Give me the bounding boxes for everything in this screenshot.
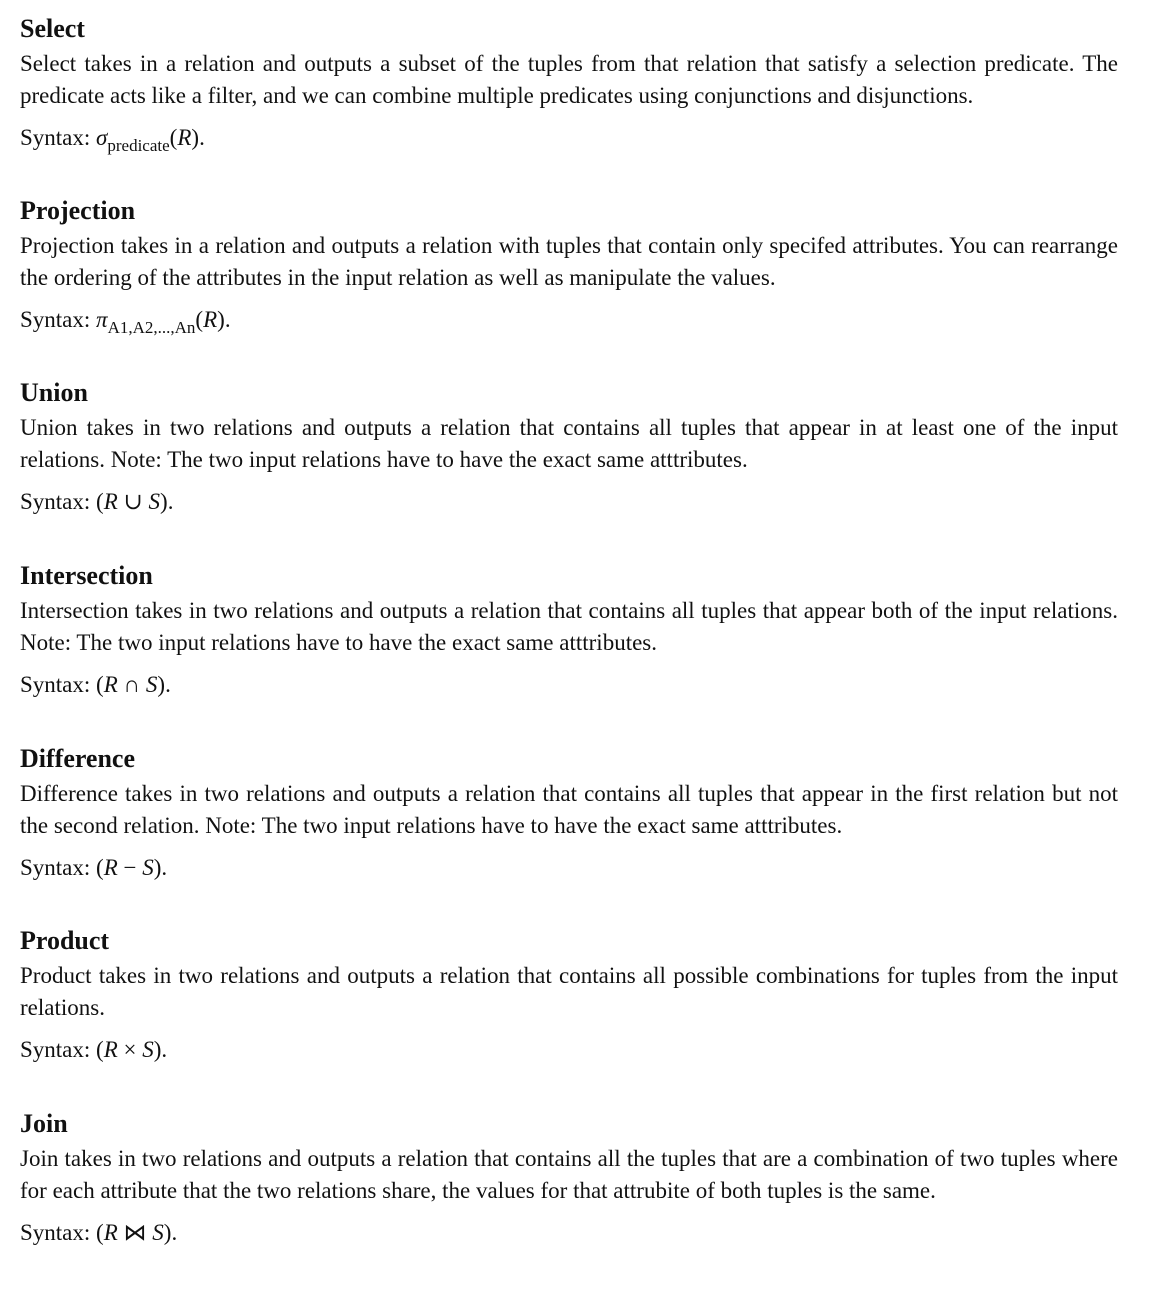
- syntax-label: Syntax:: [20, 1220, 91, 1245]
- syntax-label: Syntax:: [20, 855, 91, 880]
- section-select: [20, 14, 1118, 156]
- select-symbol: σ: [96, 125, 108, 150]
- section-description: Difference takes in two relations and outputs a relation that contains all tuples that appear in the first relation but not the second relation. Note: The two input relations have to have the exact same atttributes.: [20, 781, 1118, 838]
- section-description: Projection takes in a relation and outputs a relation with tuples that contain only specifed attributes. You can rearrange the ordering of the attributes in the input relation as well as manipulate the values.: [20, 233, 1118, 290]
- syntax-right-relation: S: [142, 855, 154, 880]
- syntax-line: Syntax: (R × S).: [20, 1037, 168, 1062]
- difference-symbol: −: [123, 855, 137, 880]
- syntax-line: Syntax: $\sigma_{predicate}(R)$.: [20, 125, 205, 155]
- syntax-right-relation: S: [142, 1037, 154, 1062]
- syntax-right-relation: S: [152, 1220, 164, 1245]
- intersection-symbol: ∩: [123, 672, 141, 697]
- syntax-left-relation: R: [103, 855, 118, 880]
- section-difference: [20, 744, 1118, 884]
- section-title: Union: [20, 378, 88, 407]
- syntax-suffix: .: [171, 1220, 178, 1245]
- syntax-label: Syntax:: [20, 489, 91, 514]
- section-join: [20, 1109, 1118, 1249]
- section-title: Join: [20, 1109, 68, 1138]
- syntax-relation: R: [177, 125, 192, 150]
- section-intersection: [20, 561, 1118, 701]
- section-description: Intersection takes in two relations and outputs a relation that contains all tuples that appear both of the input relations. Note: The two input relations have to have the exact same atttributes.: [20, 598, 1118, 655]
- syntax-relation: R: [203, 307, 218, 332]
- syntax-line: Syntax: (R ∪ S).: [20, 489, 174, 514]
- section-product: [20, 926, 1118, 1066]
- syntax-suffix: .: [161, 1037, 168, 1062]
- join-symbol: ⋈: [123, 1220, 147, 1245]
- product-symbol: ×: [123, 1037, 137, 1062]
- section-description: Union takes in two relations and outputs a relation that contains all tuples that appear in at least one of the input relations. Note: The two input relations have to have the exact same atttributes.: [20, 415, 1118, 472]
- section-title: Projection: [20, 196, 136, 225]
- section-description: Product takes in two relations and outputs a relation that contains all possible combinations for tuples from the input relations.: [20, 963, 1118, 1020]
- syntax-left-relation: R: [103, 489, 118, 514]
- section-description: Select takes in a relation and outputs a subset of the tuples from that relation that satisfy a selection predicate. The predicate acts like a filter, and we can combine multiple predicates using conjunctions and disjunctions.: [20, 51, 1118, 108]
- syntax-suffix: .: [224, 307, 231, 332]
- syntax-suffix: .: [165, 672, 171, 697]
- section-projection: [20, 196, 1118, 338]
- syntax-subscript: A1,A2,...,An: [107, 318, 196, 337]
- syntax-label: Syntax:: [20, 672, 91, 697]
- projection-symbol: π: [96, 307, 108, 332]
- section-title: Select: [20, 14, 85, 43]
- section-title: Product: [20, 926, 110, 955]
- syntax-right-relation: S: [148, 489, 161, 514]
- syntax-right-relation: S: [145, 672, 158, 697]
- section-union: [20, 378, 1118, 518]
- syntax-left-relation: R: [103, 672, 118, 697]
- syntax-left-relation: R: [103, 1220, 118, 1245]
- syntax-suffix: .: [199, 125, 205, 150]
- syntax-label: Syntax:: [20, 307, 91, 332]
- syntax-label: Syntax:: [20, 125, 91, 150]
- syntax-left-relation: R: [103, 1037, 118, 1062]
- syntax-line: Syntax: $\pi_{A1,A2,...,An}(R)$.: [20, 307, 231, 337]
- syntax-line: Syntax: (R ∩ S).: [20, 672, 171, 697]
- section-title: Intersection: [20, 561, 153, 590]
- syntax-line: Syntax: (R ⋈ S).: [20, 1220, 178, 1245]
- syntax-label: Syntax:: [20, 1037, 91, 1062]
- union-symbol: ∪: [123, 489, 143, 514]
- section-description: Join takes in two relations and outputs a relation that contains all the tuples that are a combination of two tuples where for each attribute that the two relations share, the values for that attrubite of both tuples is the same.: [20, 1146, 1118, 1203]
- syntax-line: Syntax: (R − S).: [20, 855, 168, 880]
- syntax-suffix: .: [161, 855, 168, 880]
- syntax-suffix: .: [167, 489, 174, 514]
- syntax-subscript: predicate: [107, 136, 170, 155]
- section-title: Difference: [20, 744, 136, 773]
